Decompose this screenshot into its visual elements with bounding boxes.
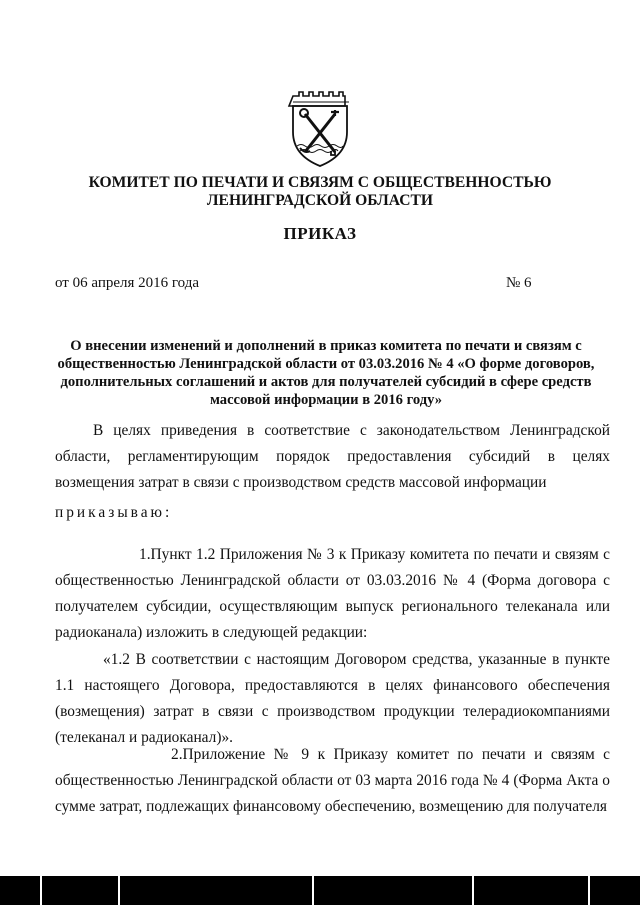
- intro-paragraph: В целях приведения в соответствие с законодательством Ленинградской области, регламентирующим порядок предоставления субсидий в целях возмещения затрат в связи с производством средств массовой информации: [55, 422, 610, 491]
- order-subject: О внесении изменений и дополнений в приказ комитета по печати и связям с общественностью Ленинградской области от 03.03.2016 № 4 «О форме договоров, дополнительных соглашений и актов для получателей субсидий в сфере средств массовой информации в 2016 году»: [57, 338, 595, 408]
- item-1-label: 1.: [139, 546, 151, 563]
- item-2-label: 2.: [171, 746, 183, 763]
- order-number: № 6: [506, 275, 532, 291]
- item-2-paragraph: [55, 742, 610, 820]
- coat-of-arms-icon: [287, 88, 351, 168]
- order-date: от 06 апреля 2016 года: [55, 275, 200, 291]
- order-word: приказываю:: [55, 504, 173, 521]
- item-1-quote: «1.2 В соответствии с настоящим Договором средства, указанные в пункте 1.1 настоящего Договора, предоставляются в целях финансового обеспечения (возмещения) затрат в связи с производством продукции телерадиокомпаниями (телеканал и радиоканал)».: [55, 651, 610, 746]
- item-2-text: Приложение № 9 к Приказу комитет по печати и связям с общественностью Ленинградской области от 03 марта 2016 года № 4 (Форма Акта о сумме затрат, подлежащих финансовому обеспечению, возмещению для получателя: [55, 746, 610, 815]
- organization-name: КОМИТЕТ ПО ПЕЧАТИ И СВЯЗЯМ С ОБЩЕСТВЕННОСТЬЮ ЛЕНИНГРАДСКОЙ ОБЛАСТИ: [88, 174, 552, 209]
- scan-bottom-border: [0, 876, 640, 905]
- item-1-text: Пункт 1.2 Приложения № 3 к Приказу комитета по печати и связям с общественностью Ленинградской области от 03.03.2016 № 4 (Форма договора с получателем субсидии, осуществляющим выпуск регионального телеканала или радиоканала) изложить в следующей редакции:: [55, 546, 610, 641]
- item-1-paragraph: [55, 542, 610, 646]
- document-type: ПРИКАЗ: [283, 224, 357, 243]
